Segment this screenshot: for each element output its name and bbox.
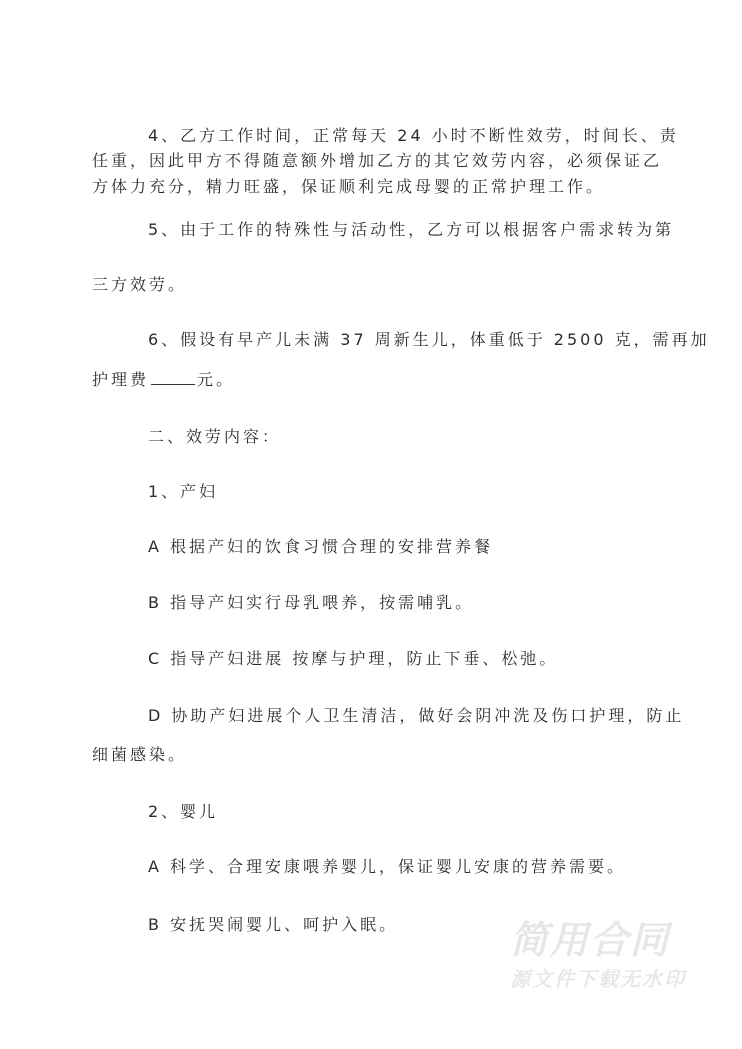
paragraph-4-line-1: 4、乙方工作时间，正常每天 24 小时不断性效劳，时间长、责 xyxy=(148,126,679,145)
watermark-title: 简用合同 xyxy=(510,918,671,962)
mother-item-d-line-1: D 协助产妇进展个人卫生清洁，做好会阴冲洗及伤口护理，防止 xyxy=(148,706,685,725)
section-heading-service-content: 二、效劳内容： xyxy=(148,427,282,446)
watermark xyxy=(510,918,710,992)
infant-item-a: A 科学、合理安康喂养婴儿，保证婴儿安康的营养需要。 xyxy=(148,857,627,876)
paragraph-5-line-2: 三方效劳。 xyxy=(92,275,188,294)
subsection-mother: 1、产妇 xyxy=(148,482,219,501)
paragraph-6-line-1: 6、假设有早产儿未满 37 周新生儿，体重低于 2500 克，需再加 xyxy=(148,330,710,349)
mother-item-d-line-2: 细菌感染。 xyxy=(92,745,188,764)
infant-item-b: B 安抚哭闹婴儿、呵护入眠。 xyxy=(148,915,399,934)
fee-blank-field xyxy=(151,369,195,385)
fee-unit: 元。 xyxy=(197,370,236,389)
fee-label: 护理费 xyxy=(92,370,150,389)
mother-item-b: B 指导产妇实行母乳喂养，按需哺乳。 xyxy=(148,593,475,612)
paragraph-5-line-1: 5、由于工作的特殊性与活动性，乙方可以根据客户需求转为第 xyxy=(148,220,675,239)
mother-item-a: A 根据产妇的饮食习惯合理的安排营养餐 xyxy=(148,537,494,556)
subsection-infant: 2、婴儿 xyxy=(148,802,219,821)
watermark-subtitle: 源文件下载无水印 xyxy=(510,967,686,991)
mother-item-c: C 指导产妇进展 按摩与护理，防止下垂、松弛。 xyxy=(148,649,559,668)
paragraph-4-line-3: 方体力充分，精力旺盛，保证顺利完成母婴的正常护理工作。 xyxy=(92,177,606,196)
paragraph-6-line-2 xyxy=(92,369,652,391)
paragraph-4-line-2: 任重，因此甲方不得随意额外增加乙方的其它效劳内容，必须保证乙 xyxy=(92,151,663,170)
